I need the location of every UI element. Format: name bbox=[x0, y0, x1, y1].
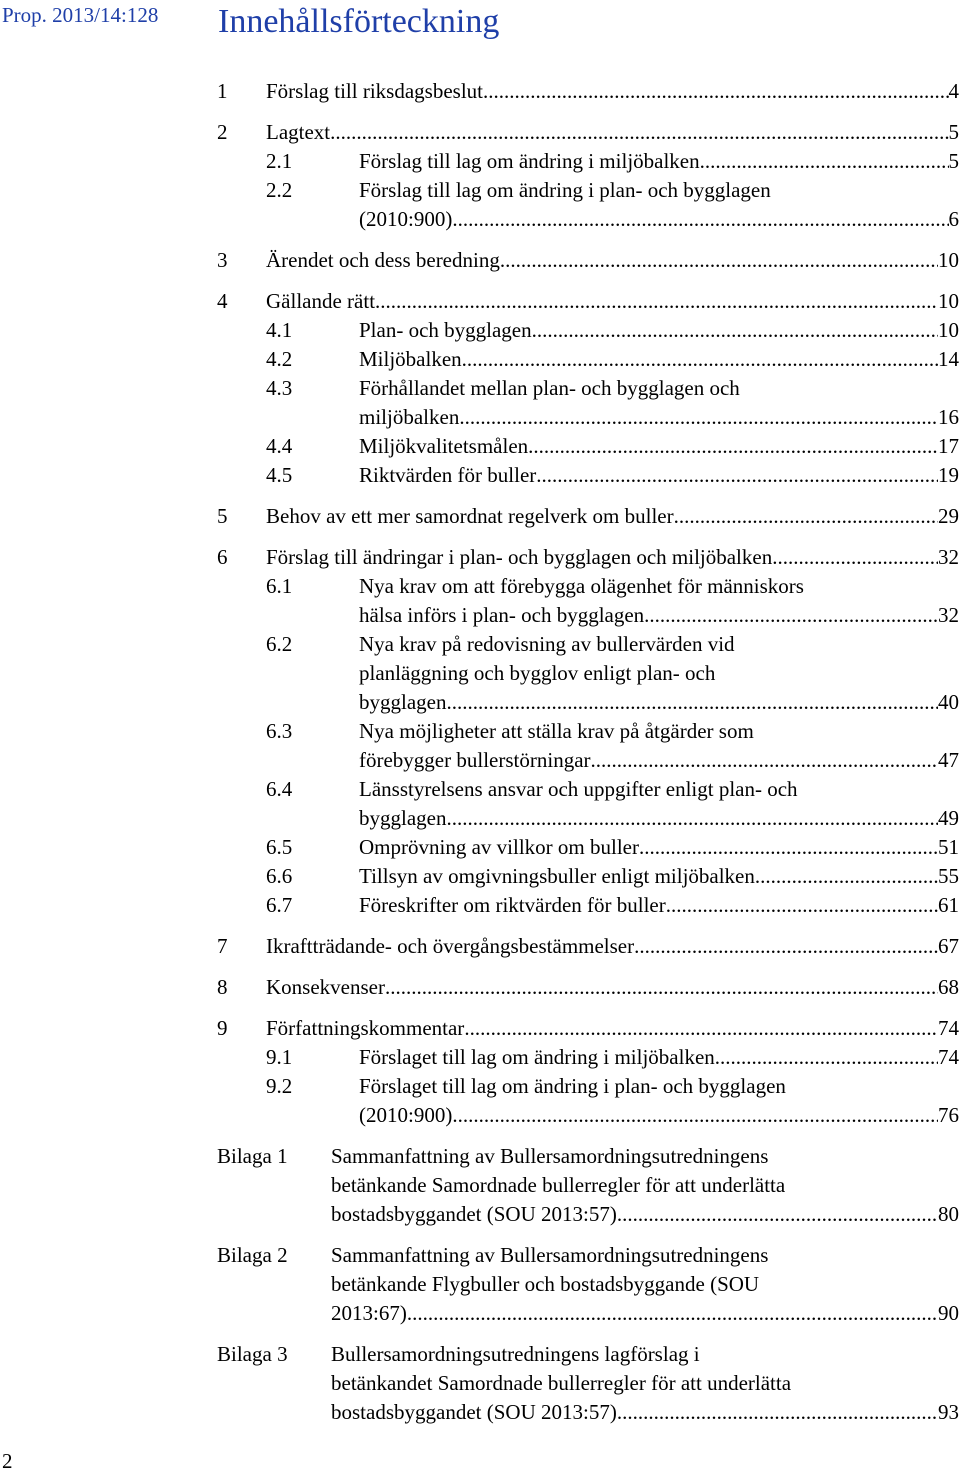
dot-leader bbox=[452, 1101, 938, 1130]
toc-entry-number: 1 bbox=[217, 79, 228, 103]
toc-entry-number: 2.1 bbox=[266, 149, 293, 173]
toc-entry-number: 6.3 bbox=[266, 719, 293, 743]
toc-entry-title: bostadsbyggandet (SOU 2013:57) bbox=[331, 1202, 617, 1226]
dot-leader bbox=[617, 1200, 938, 1229]
toc-entry-title: förebygger bullerstörningar bbox=[359, 748, 591, 772]
toc-entry-number: 4.5 bbox=[266, 463, 293, 487]
dot-leader bbox=[591, 746, 938, 775]
toc-entry-number: 6.1 bbox=[266, 574, 293, 598]
toc-entry[interactable] bbox=[217, 1142, 959, 1171]
toc-entry[interactable] bbox=[217, 1014, 959, 1043]
toc-entry[interactable] bbox=[217, 932, 959, 961]
toc-entry-continuation[interactable] bbox=[217, 659, 959, 688]
toc-entry[interactable] bbox=[217, 345, 959, 374]
toc-entry-page: 90 bbox=[938, 1301, 959, 1325]
toc-entry-title: 2013:67) bbox=[331, 1301, 407, 1325]
toc-entry-continuation[interactable] bbox=[217, 601, 959, 630]
toc-entry-page: 80 bbox=[938, 1202, 959, 1226]
toc-entry-page: 47 bbox=[938, 748, 959, 772]
toc-entry[interactable] bbox=[217, 176, 959, 205]
toc-entry-title: Förslag till ändringar i plan- och bygglagen och miljöbalken bbox=[266, 545, 773, 569]
toc-entry[interactable] bbox=[217, 572, 959, 601]
toc-entry-continuation[interactable] bbox=[217, 1101, 959, 1130]
toc-entry[interactable] bbox=[217, 973, 959, 1002]
toc-entry-title: Nya möjligheter att ställa krav på åtgärder som bbox=[359, 719, 754, 743]
toc-entry-page: 68 bbox=[938, 975, 959, 999]
toc-entry-number: 6.6 bbox=[266, 864, 293, 888]
toc-entry-title: betänkandet Samordnade bullerregler för att underlätta bbox=[331, 1371, 792, 1395]
dot-leader bbox=[500, 246, 938, 275]
toc-entry-title: Omprövning av villkor om buller bbox=[359, 835, 639, 859]
toc-entry-title: Länsstyrelsens ansvar och uppgifter enligt plan- och bbox=[359, 777, 798, 801]
toc-entry[interactable] bbox=[217, 246, 959, 275]
toc-entry-page: 55 bbox=[938, 864, 959, 888]
toc-entry[interactable] bbox=[217, 833, 959, 862]
toc-entry[interactable] bbox=[217, 775, 959, 804]
toc-entry-number: 6.7 bbox=[266, 893, 293, 917]
dot-leader bbox=[674, 502, 938, 531]
dot-leader bbox=[452, 205, 948, 234]
toc-entry-title: Behov av ett mer samordnat regelverk om buller bbox=[266, 504, 674, 528]
toc-entry-number: Bilaga 1 bbox=[217, 1144, 288, 1168]
toc-entry-page: 14 bbox=[938, 347, 959, 371]
dot-leader bbox=[462, 345, 938, 374]
toc-entry-title: betänkande Flygbuller och bostadsbyggande (SOU bbox=[331, 1272, 760, 1296]
toc-entry-page: 19 bbox=[938, 463, 959, 487]
dot-leader bbox=[644, 601, 938, 630]
toc-entry-number: 9 bbox=[217, 1016, 228, 1040]
toc-entry-title: Miljökvalitetsmålen bbox=[359, 434, 529, 458]
document-reference: Prop. 2013/14:128 bbox=[2, 3, 159, 27]
dot-leader bbox=[666, 891, 938, 920]
toc-entry-title: bygglagen bbox=[359, 690, 447, 714]
toc-entry-number: Bilaga 2 bbox=[217, 1243, 288, 1267]
toc-entry-number: 4.3 bbox=[266, 376, 293, 400]
toc-entry-page: 16 bbox=[938, 405, 959, 429]
toc-entry-title: planläggning och bygglov enligt plan- och bbox=[359, 661, 716, 685]
toc-entry-continuation[interactable] bbox=[217, 1369, 959, 1398]
toc-entry[interactable] bbox=[217, 1340, 959, 1369]
toc-entry[interactable] bbox=[217, 147, 959, 176]
toc-entry-page: 67 bbox=[938, 934, 959, 958]
toc-entry-title: Förslag till lag om ändring i plan- och bygglagen bbox=[359, 178, 771, 202]
toc-entry-title: Föreskrifter om riktvärden för buller bbox=[359, 893, 666, 917]
table-of-contents bbox=[217, 77, 959, 1427]
toc-entry-title: Förslag till lag om ändring i miljöbalken bbox=[359, 149, 700, 173]
page-number: 2 bbox=[2, 1449, 13, 1473]
toc-entry-number: 7 bbox=[217, 934, 228, 958]
dot-leader bbox=[755, 862, 938, 891]
toc-entry-number: 2.2 bbox=[266, 178, 293, 202]
toc-entry-title: Ikraftträdande- och övergångsbestämmelser bbox=[266, 934, 635, 958]
dot-leader bbox=[532, 316, 938, 345]
toc-entry-number: 6 bbox=[217, 545, 228, 569]
toc-entry-number: 6.2 bbox=[266, 632, 293, 656]
toc-entry-title: Riktvärden för buller bbox=[359, 463, 537, 487]
toc-entry[interactable] bbox=[217, 461, 959, 490]
toc-entry-page: 51 bbox=[938, 835, 959, 859]
toc-entry-continuation[interactable] bbox=[217, 746, 959, 775]
toc-entry-page: 10 bbox=[938, 289, 959, 313]
dot-leader bbox=[617, 1398, 938, 1427]
dot-leader bbox=[446, 688, 938, 717]
toc-entry[interactable] bbox=[217, 891, 959, 920]
toc-entry-number: 9.1 bbox=[266, 1045, 293, 1069]
toc-entry[interactable] bbox=[217, 77, 959, 106]
toc-entry-page: 32 bbox=[938, 545, 959, 569]
dot-leader bbox=[634, 932, 938, 961]
dot-leader bbox=[464, 1014, 938, 1043]
toc-entry-number: Bilaga 3 bbox=[217, 1342, 288, 1366]
toc-entry[interactable] bbox=[217, 1072, 959, 1101]
toc-entry-number: 4 bbox=[217, 289, 228, 313]
toc-entry-continuation[interactable] bbox=[217, 1171, 959, 1200]
toc-entry-page: 74 bbox=[938, 1045, 959, 1069]
toc-entry-title: Nya krav om att förebygga olägenhet för människors bbox=[359, 574, 804, 598]
toc-entry[interactable] bbox=[217, 316, 959, 345]
toc-entry[interactable] bbox=[217, 543, 959, 572]
dot-leader bbox=[483, 77, 949, 106]
toc-entry-number: 9.2 bbox=[266, 1074, 293, 1098]
toc-entry[interactable] bbox=[217, 287, 959, 316]
toc-entry-title: Bullersamordningsutredningens lagförslag i bbox=[331, 1342, 700, 1366]
toc-entry-title: Tillsyn av omgivningsbuller enligt miljöbalken bbox=[359, 864, 755, 888]
toc-entry-continuation[interactable] bbox=[217, 1200, 959, 1229]
toc-entry-title: (2010:900) bbox=[359, 207, 453, 231]
toc-entry[interactable] bbox=[217, 118, 959, 147]
toc-entry-title: Plan- och bygglagen bbox=[359, 318, 532, 342]
dot-leader bbox=[446, 804, 938, 833]
toc-entry[interactable] bbox=[217, 1043, 959, 1072]
toc-entry-page: 93 bbox=[938, 1400, 959, 1424]
toc-entry-title: Ärendet och dess beredning bbox=[266, 248, 500, 272]
toc-entry-continuation[interactable] bbox=[217, 205, 959, 234]
dot-leader bbox=[639, 833, 938, 862]
toc-entry-number: 6.4 bbox=[266, 777, 293, 801]
toc-entry-page: 5 bbox=[948, 120, 959, 144]
toc-entry[interactable] bbox=[217, 862, 959, 891]
dot-leader bbox=[715, 1043, 938, 1072]
toc-entry-title: Förslaget till lag om ändring i plan- och bygglagen bbox=[359, 1074, 786, 1098]
toc-entry[interactable] bbox=[217, 630, 959, 659]
toc-entry-number: 4.4 bbox=[266, 434, 293, 458]
toc-entry-title: hälsa införs i plan- och bygglagen bbox=[359, 603, 645, 627]
toc-entry-page: 10 bbox=[938, 248, 959, 272]
toc-entry-title: Förhållandet mellan plan- och bygglagen och bbox=[359, 376, 740, 400]
toc-entry-title: Sammanfattning av Bullersamordningsutredningens bbox=[331, 1243, 769, 1267]
toc-entry-title: Författningskommentar bbox=[266, 1016, 465, 1040]
toc-entry-number: 6.5 bbox=[266, 835, 293, 859]
dot-leader bbox=[407, 1299, 938, 1328]
toc-entry-number: 2 bbox=[217, 120, 228, 144]
toc-entry-number: 3 bbox=[217, 248, 228, 272]
toc-entry-page: 40 bbox=[938, 690, 959, 714]
toc-entry-title: Gällande rätt bbox=[266, 289, 376, 313]
dot-leader bbox=[700, 147, 949, 176]
toc-entry-title: betänkande Samordnade bullerregler för att underlätta bbox=[331, 1173, 786, 1197]
toc-entry[interactable] bbox=[217, 717, 959, 746]
toc-entry-page: 61 bbox=[938, 893, 959, 917]
toc-entry-page: 5 bbox=[948, 149, 959, 173]
toc-entry-page: 6 bbox=[948, 207, 959, 231]
toc-entry-continuation[interactable] bbox=[217, 403, 959, 432]
toc-entry-page: 49 bbox=[938, 806, 959, 830]
toc-entry-page: 32 bbox=[938, 603, 959, 627]
dot-leader bbox=[375, 287, 938, 316]
toc-entry-title: Förslaget till lag om ändring i miljöbalken bbox=[359, 1045, 715, 1069]
toc-entry[interactable] bbox=[217, 1241, 959, 1270]
toc-entry-title: bygglagen bbox=[359, 806, 447, 830]
toc-entry-continuation[interactable] bbox=[217, 1299, 959, 1328]
toc-entry-page: 4 bbox=[948, 79, 959, 103]
toc-entry-number: 4.2 bbox=[266, 347, 293, 371]
toc-entry-continuation[interactable] bbox=[217, 688, 959, 717]
dot-leader bbox=[772, 543, 938, 572]
toc-entry-title: Konsekvenser bbox=[266, 975, 385, 999]
toc-entry-title: Sammanfattning av Bullersamordningsutredningens bbox=[331, 1144, 769, 1168]
toc-entry-title: Förslag till riksdagsbeslut bbox=[266, 79, 483, 103]
toc-entry-page: 17 bbox=[938, 434, 959, 458]
toc-entry-page: 10 bbox=[938, 318, 959, 342]
toc-entry-continuation[interactable] bbox=[217, 1270, 959, 1299]
dot-leader bbox=[536, 461, 938, 490]
toc-entry-number: 8 bbox=[217, 975, 228, 999]
toc-entry-number: 5 bbox=[217, 504, 228, 528]
toc-entry-title: bostadsbyggandet (SOU 2013:57) bbox=[331, 1400, 617, 1424]
toc-entry-title: Lagtext bbox=[266, 120, 331, 144]
dot-leader bbox=[385, 973, 938, 1002]
toc-entry-continuation[interactable] bbox=[217, 804, 959, 833]
toc-entry-title: Miljöbalken bbox=[359, 347, 462, 371]
dot-leader bbox=[459, 403, 938, 432]
toc-entry-page: 74 bbox=[938, 1016, 959, 1040]
toc-entry-continuation[interactable] bbox=[217, 1398, 959, 1427]
dot-leader bbox=[330, 118, 948, 147]
toc-entry-number: 4.1 bbox=[266, 318, 293, 342]
toc-entry-page: 76 bbox=[938, 1103, 959, 1127]
toc-entry-title: Nya krav på redovisning av bullervärden vid bbox=[359, 632, 735, 656]
toc-entry[interactable] bbox=[217, 374, 959, 403]
toc-entry-title: (2010:900) bbox=[359, 1103, 453, 1127]
page-title: Innehållsförteckning bbox=[218, 3, 500, 40]
toc-entry[interactable] bbox=[217, 432, 959, 461]
toc-entry[interactable] bbox=[217, 502, 959, 531]
dot-leader bbox=[528, 432, 938, 461]
toc-entry-title: miljöbalken bbox=[359, 405, 460, 429]
toc-entry-page: 29 bbox=[938, 504, 959, 528]
